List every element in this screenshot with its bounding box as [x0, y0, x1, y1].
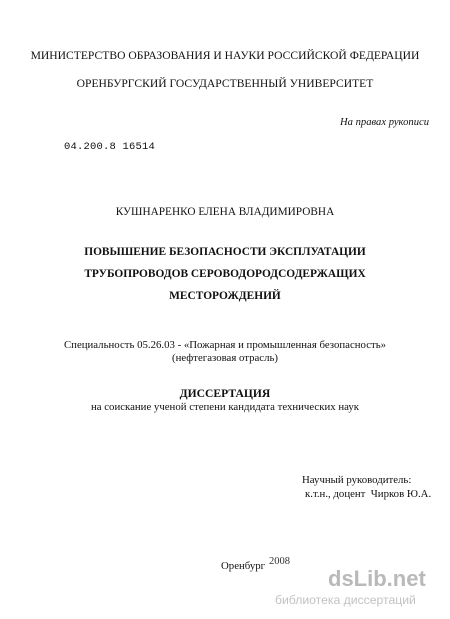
- specialty-branch: (нефтегазовая отрасль): [171, 352, 279, 364]
- supervisor-name: к.т.н., доцент Чирков Ю.А.: [305, 488, 432, 500]
- rights-note: На правах рукописи: [340, 117, 429, 128]
- watermark-subtitle: библиотека диссертаций: [275, 593, 416, 607]
- year: 2008: [269, 556, 290, 567]
- university-heading: ОРЕНБУРГСКИЙ ГОСУДАРСТВЕННЫЙ УНИВЕРСИТЕТ: [76, 77, 374, 90]
- title-line-3: МЕСТОРОЖДЕНИЙ: [169, 290, 281, 302]
- author-name: КУШНАРЕНКО ЕЛЕНА ВЛАДИМИРОВНА: [115, 206, 335, 218]
- ministry-heading: МИНИСТЕРСТВО ОБРАЗОВАНИЯ И НАУКИ РОССИЙСКОЙ ФЕДЕРАЦИИ: [30, 49, 420, 62]
- title-line-1: ПОВЫШЕНИЕ БЕЗОПАСНОСТИ ЭКСПЛУАТАЦИИ: [84, 246, 366, 258]
- dissertation-degree: на соискание ученой степени кандидата технических наук: [90, 401, 360, 413]
- specialty-line: Специальность 05.26.03 - «Пожарная и промышленная безопасность»: [63, 339, 387, 351]
- dissertation-heading: ДИССЕРТАЦИЯ: [179, 387, 271, 400]
- city: Оренбург: [221, 560, 266, 572]
- inventory-stamp: 04.200.8 16514: [64, 141, 156, 153]
- supervisor-label: Научный руководитель:: [302, 474, 412, 486]
- title-line-2: ТРУБОПРОВОДОВ СЕРОВОДОРОДСОДЕРЖАЩИХ: [84, 268, 366, 280]
- watermark-logo: dsLib.net: [328, 566, 426, 591]
